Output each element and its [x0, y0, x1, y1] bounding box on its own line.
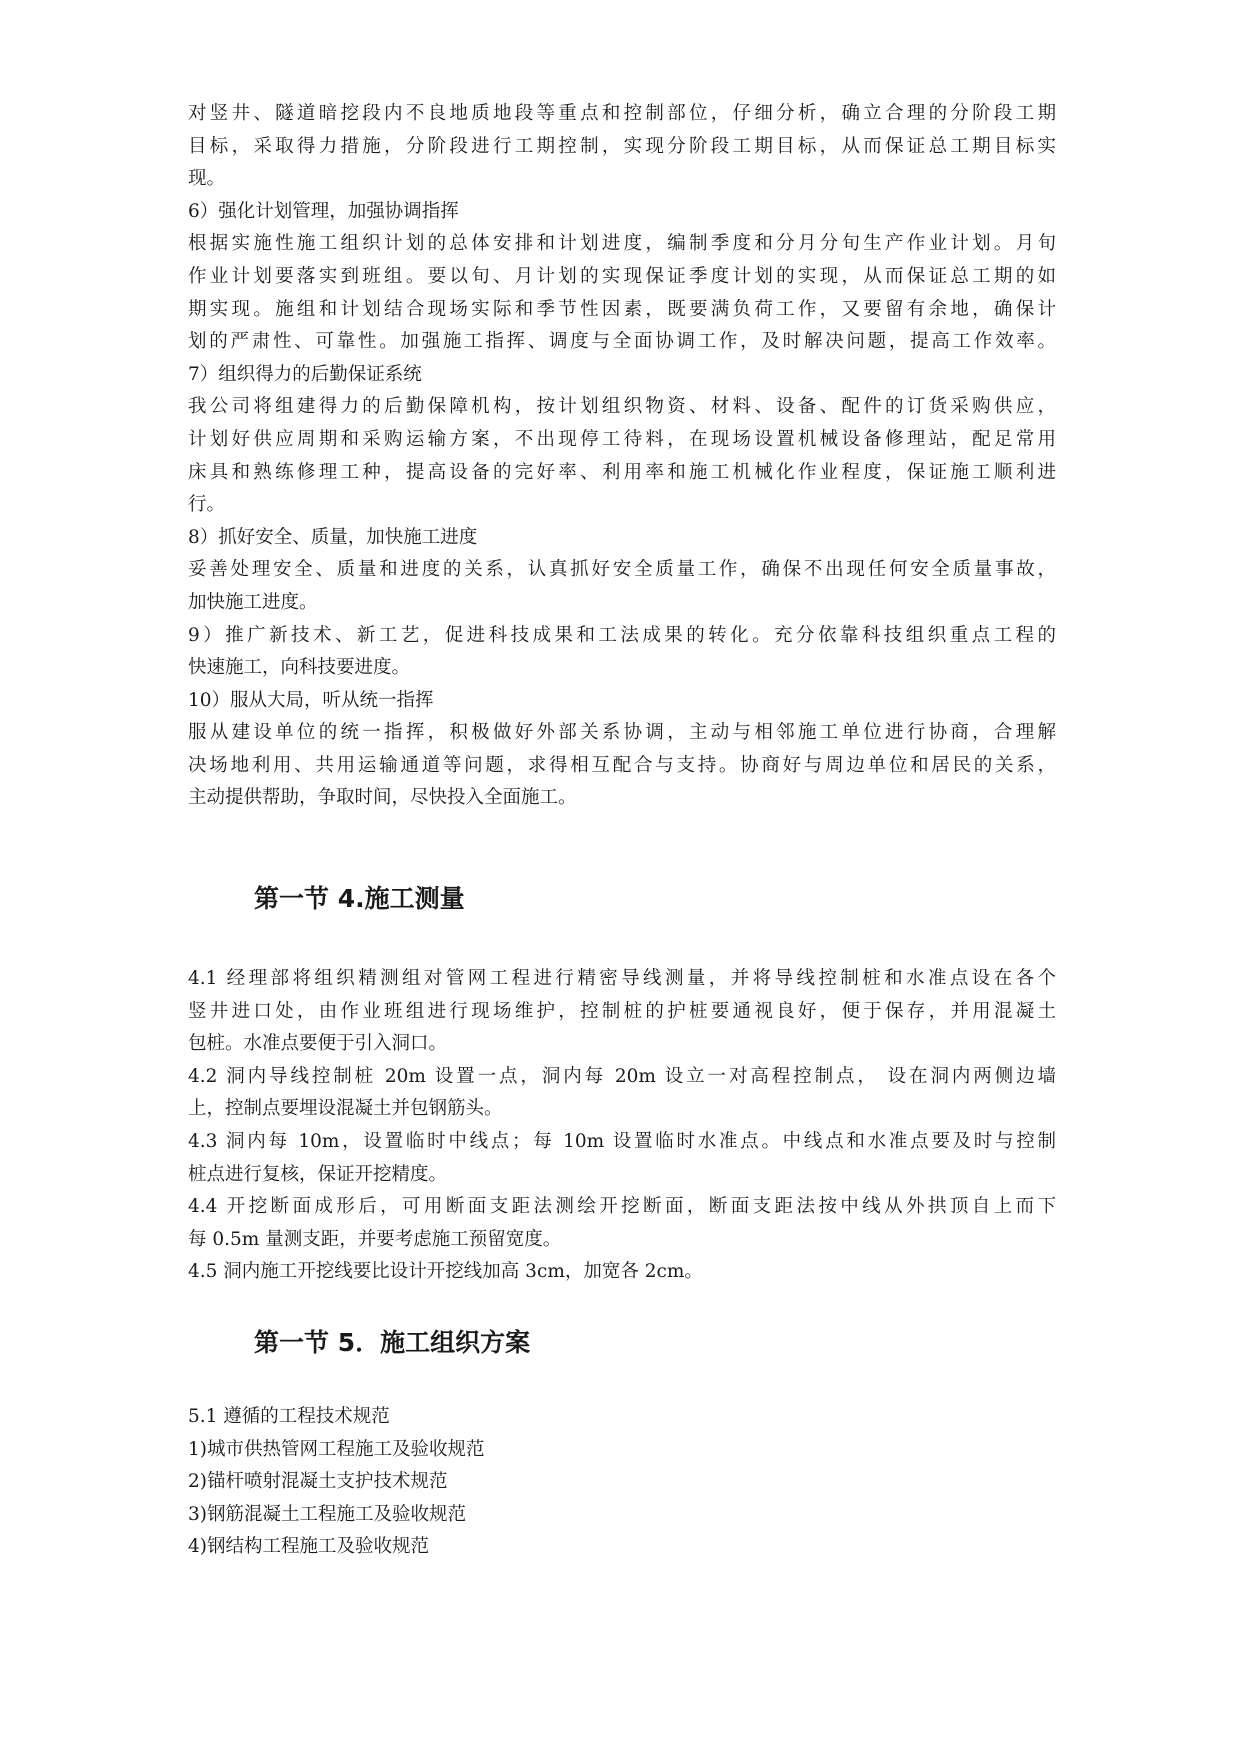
text-line: 桩点进行复核，保证开挖精度。 — [188, 1163, 448, 1185]
text-line: 妥善处理安全、质量和进度的关系，认真抓好安全质量工作，确保不出现任何安全质量事故， — [188, 559, 1056, 581]
item-title: 6）强化计划管理，加强协调指挥 — [188, 200, 459, 222]
text-line: 根据实施性施工组织计划的总体安排和计划进度，编制季度和分月分旬生产作业计划。月旬 — [188, 233, 1056, 255]
text-line: 决场地利用、共用运输通道等问题，求得相互配合与支持。协商好与周边单位和居民的关系， — [188, 754, 1056, 776]
document-page — [188, 98, 1056, 1564]
organization-section-body — [188, 1401, 1056, 1564]
list-item: 3)钢筋混凝土工程施工及验收规范 — [188, 1503, 466, 1525]
text-line: 现。 — [188, 168, 226, 190]
text-line: 上，控制点要埋设混凝土并包钢筋头。 — [188, 1098, 503, 1120]
list-item: 1)城市供热管网工程施工及验收规范 — [188, 1438, 485, 1460]
text-line: 4.2 洞内导线控制桩 20m 设置一点，洞内每 20m 设立一对高程控制点， 设在洞内两侧边墙 — [188, 1065, 1056, 1087]
progress-measures-block — [188, 98, 1056, 815]
text-line: 床具和熟练修理工种，提高设备的完好率、利用率和施工机械化作业程度，保证施工顺利进 — [188, 461, 1056, 483]
text-line: 作业计划要落实到班组。要以旬、月计划的实现保证季度计划的实现，从而保证总工期的如 — [188, 265, 1056, 287]
text-line: 每 0.5m 量测支距，并要考虑施工预留宽度。 — [188, 1228, 562, 1250]
text-line: 9）推广新技术、新工艺，促进科技成果和工法成果的转化。充分依靠科技组织重点工程的 — [188, 624, 1056, 646]
text-line: 加快施工进度。 — [188, 591, 318, 613]
list-item: 4)钢结构工程施工及验收规范 — [188, 1536, 429, 1558]
text-line: 服从建设单位的统一指挥，积极做好外部关系协调，主动与相邻施工单位进行协商，合理解 — [188, 722, 1056, 744]
text-line: 计划好供应周期和采购运输方案，不出现停工待料，在现场设置机械设备修理站，配足常用 — [188, 428, 1056, 450]
text-line: 期实现。施组和计划结合现场实际和季节性因素，既要满负荷工作，又要留有余地，确保计 — [188, 298, 1056, 320]
text-line: 目标，采取得力措施，分阶段进行工期控制，实现分阶段工期目标，从而保证总工期目标实 — [188, 135, 1056, 157]
text-line: 主动提供帮助，争取时间，尽快投入全面施工。 — [188, 787, 577, 809]
text-line: 行。 — [188, 494, 226, 516]
text-line: 4.1 经理部将组织精测组对管网工程进行精密导线测量，并将导线控制桩和水准点设在各个 — [188, 968, 1056, 990]
list-item: 2)锚杆喷射混凝土支护技术规范 — [188, 1471, 448, 1493]
item-title: 8）抓好安全、质量，加快施工进度 — [188, 526, 478, 548]
survey-section-body — [188, 963, 1056, 1289]
section-heading-organization: 第一节 5．施工组织方案 — [254, 1328, 531, 1357]
text-line: 4.4 开挖断面成形后，可用断面支距法测绘开挖断面，断面支距法按中线从外拱顶自上而下 — [188, 1196, 1056, 1218]
text-line: 快速施工，向科技要进度。 — [188, 657, 411, 679]
text-line: 竖井进口处，由作业班组进行现场维护，控制桩的护桩要通视良好，便于保存，并用混凝土 — [188, 1000, 1056, 1022]
item-title: 7）组织得力的后勤保证系统 — [188, 363, 422, 385]
text-line: 4.5 洞内施工开挖线要比设计开挖线加高 3cm，加宽各 2cm。 — [188, 1261, 703, 1283]
text-line: 我公司将组建得力的后勤保障机构，按计划组织物资、材料、设备、配件的订货采购供应， — [188, 396, 1056, 418]
item-title: 10）服从大局，听从统一指挥 — [188, 689, 434, 711]
text-line: 包桩。水准点要便于引入洞口。 — [188, 1033, 448, 1055]
text-line: 对竖井、隧道暗挖段内不良地质地段等重点和控制部位，仔细分析，确立合理的分阶段工期 — [188, 103, 1056, 124]
text-line: 5.1 遵循的工程技术规范 — [188, 1406, 390, 1427]
section-heading-survey: 第一节 4.施工测量 — [254, 884, 465, 914]
text-line: 划的严肃性、可靠性。加强施工指挥、调度与全面协调工作，及时解决问题，提高工作效率。 — [188, 331, 1056, 353]
text-line: 4.3 洞内每 10m，设置临时中线点；每 10m 设置临时水准点。中线点和水准点要及时与控制 — [188, 1131, 1056, 1153]
